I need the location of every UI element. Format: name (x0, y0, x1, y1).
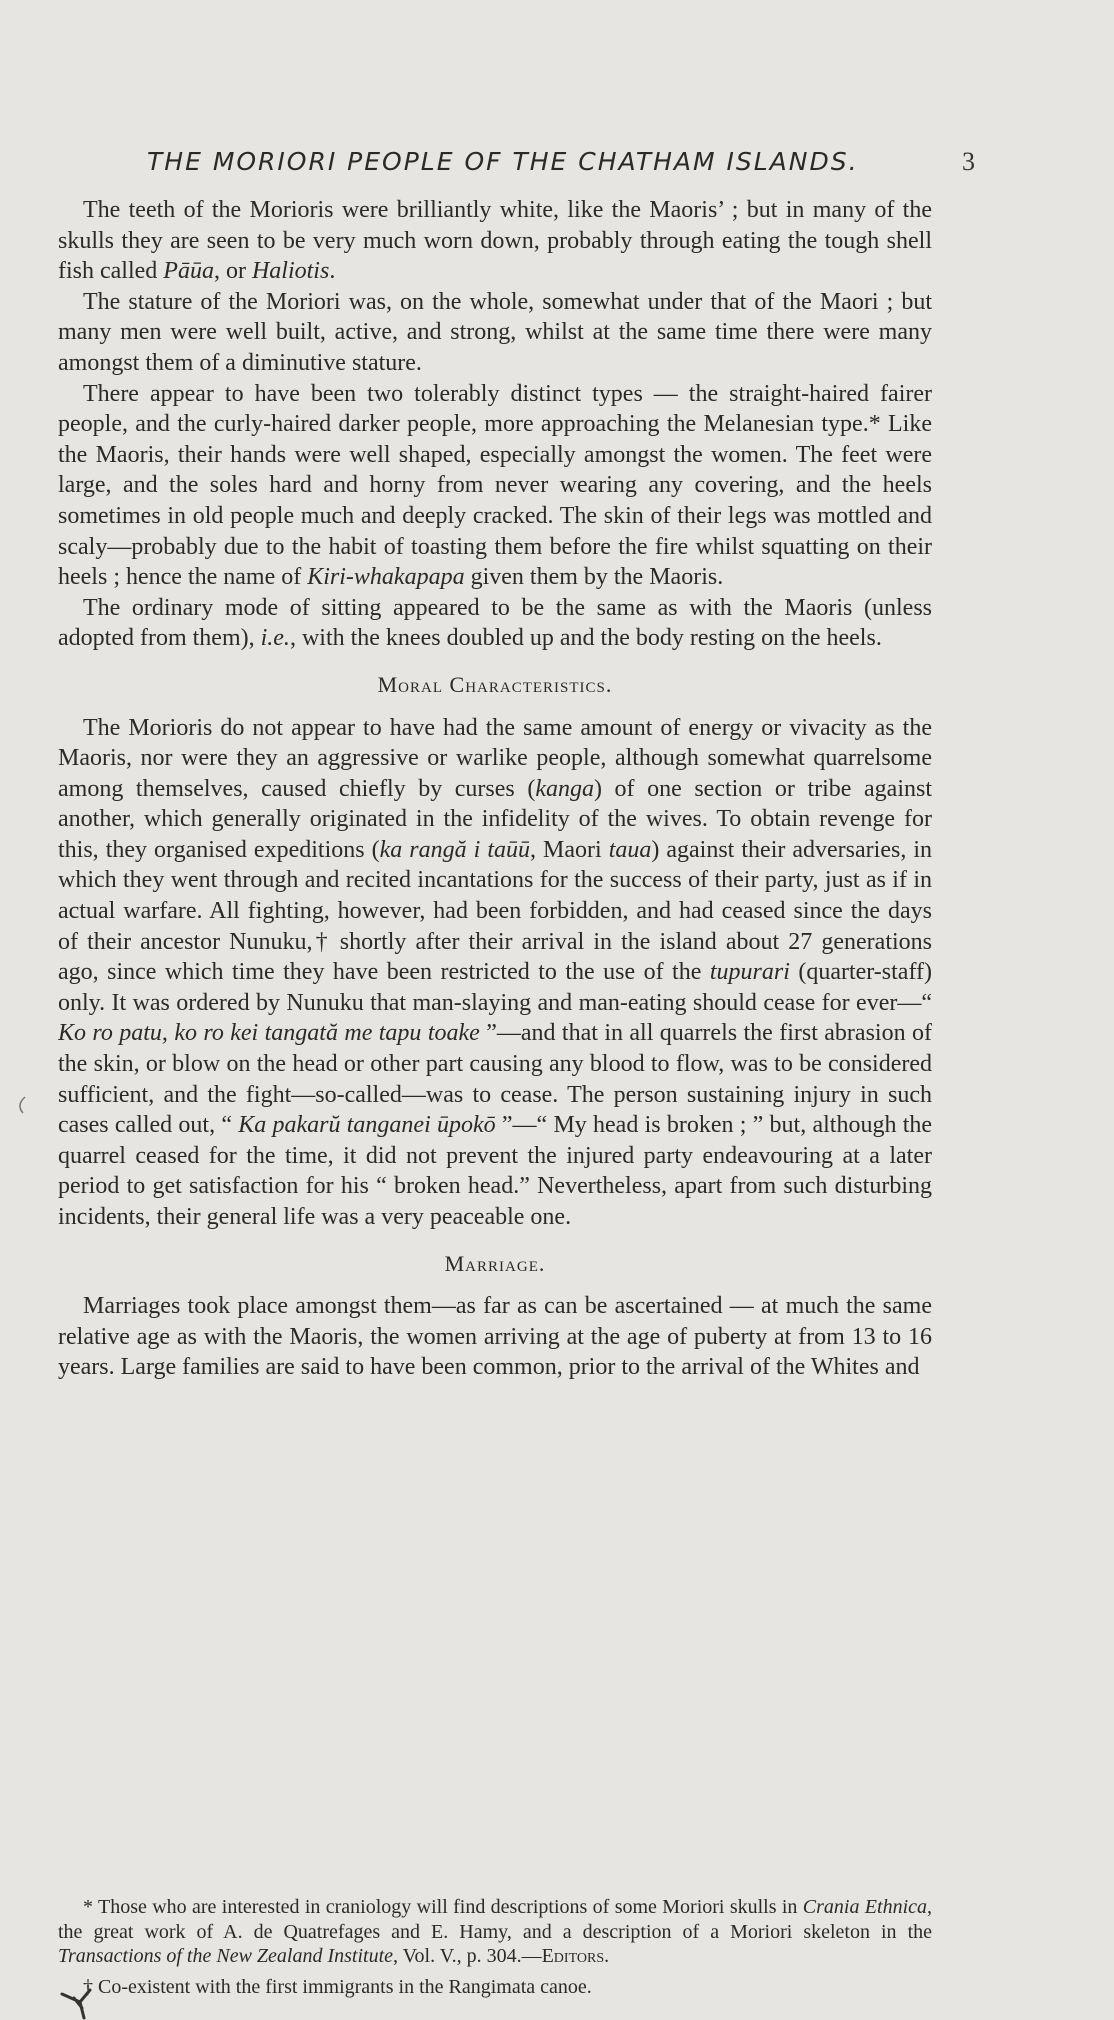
body-text (58, 195, 932, 1383)
paragraph: The teeth of the Morioris were brilliantly white, like the Maoris’ ; but in many of the skulls they are seen to be very much worn down, probably through eating the tough shell fish called Pāūa, or Haliotis. (58, 197, 932, 285)
ink-blot-icon (60, 1986, 100, 2020)
paragraph: Marriages took place amongst them—as far as can be ascertained — at much the same relative age as with the Maoris, the women arriving at the age of puberty at from 13 to 16 years. Large families are said to have been common, prior to the arrival of the Whites and (58, 1293, 932, 1381)
paragraph: There appear to have been two tolerably distinct types — the straight-haired fairer people, and the curly-haired darker people, more approaching the Melanesian type.* Like the Maoris, their hands were well shaped, especially amongst the women. The feet were large, and the soles hard and horny from never wearing any covering, and the heels sometimes in old people much and deeply cracked. The skin of their legs was mottled and scaly—probably due to the habit of toasting them before the fire whilst squatting on their heels ; hence the name of Kiri-whakapapa given them by the Maoris. (58, 380, 932, 591)
page-number: 3 (962, 147, 975, 176)
section-heading: Marriage. (444, 1250, 546, 1276)
footnote: * Those who are interested in craniology will find descriptions of some Moriori skulls in Crania Ethnica, the great work of A. de Quatrefages and E. Hamy, and a description of a Moriori skeleton in the Transactions of the New Zealand Institute, Vol. V., p. 304.—Editors. (58, 1896, 933, 1967)
footnotes (58, 1895, 932, 1999)
pencil-mark-icon (14, 1095, 28, 1115)
paragraph: The Morioris do not appear to have had the same amount of energy or vivacity as the Maoris, nor were they an aggressive or warlike people, although somewhat quarrelsome among themselves, caused chiefly by curses (kanga) of one section or tribe against another, which generally originated in the infidelity of the wives. To obtain revenge for this, they organised expeditions (ka rangă i taūū, Maori taua) against their adversaries, in which they went through and recited incantations for the success of their party, just as if in actual warfare. All fighting, however, had been forbidden, and had ceased since the days of their ancestor Nunuku,† shortly after their arrival in the island about 27 generations ago, since which time they have been restricted to the use of the tupurari (quarter-staff) only. It was ordered by Nunuku that man-slaying and man-eating should cease for ever—“ Ko ro patu, ko ro kei tangată me tapu toake ”—and that in all quarrels the first abrasion of the skin, or blow on the head or other part causing any blood to flow, was to be considered sufficient, and the fight—so-called—was to cease. The person sustaining injury in such cases called out, “ Ka pakarŭ tanganei ūpokō ”—“ My head is broken ; ” but, although the quarrel ceased for the time, it did not prevent the injured party endeavouring at a later period to get satisfaction for his “ broken head.” Nevertheless, apart from such disturbing incidents, their general life was a very peaceable one. (58, 714, 933, 1230)
section-heading: Moral Characteristics. (377, 671, 613, 697)
paragraph: The stature of the Moriori was, on the whole, somewhat under that of the Maori ; but many men were well built, active, and strong, whilst at the same time there were many amongst them of a diminutive stature. (58, 288, 932, 376)
paragraph: The ordinary mode of sitting appeared to be the same as with the Maoris (unless adopted from them), i.e., with the knees doubled up and the body resting on the heels. (58, 594, 932, 652)
footnote: † Co-existent with the first immigrants in the Rangimata canoe. (83, 1975, 592, 1998)
running-title: THE MORIORI PEOPLE OF THE CHATHAM ISLANDS. (147, 147, 859, 176)
